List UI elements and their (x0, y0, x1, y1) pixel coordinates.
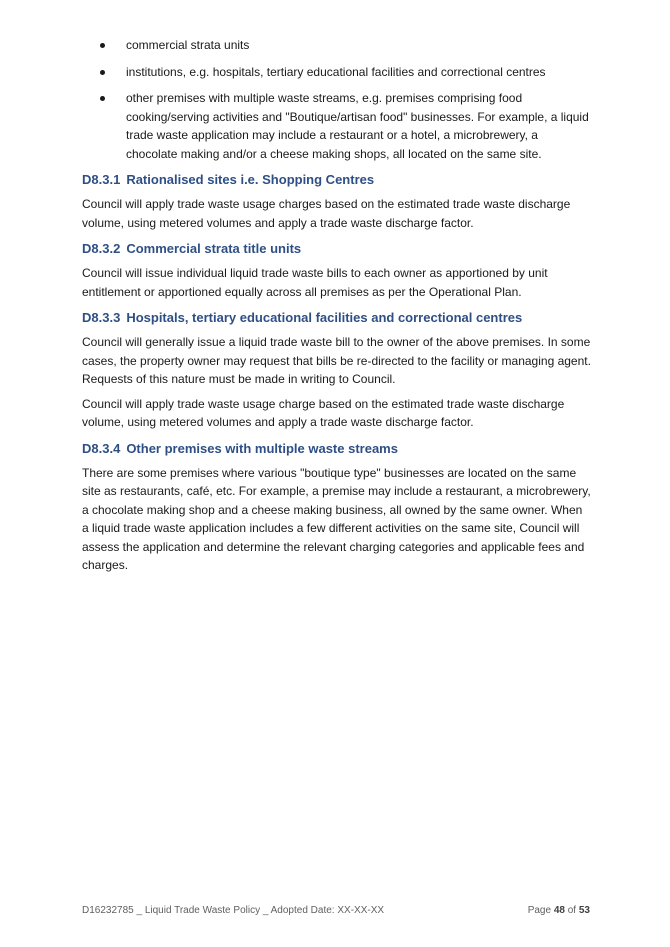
section-number: D8.3.3 (82, 310, 121, 325)
page-label: Page (527, 905, 552, 916)
bullet-icon (100, 43, 105, 48)
section-d8-3-3 (82, 309, 592, 432)
section-d8-3-4 (82, 440, 592, 575)
footer-document-reference: D16232785 _ Liquid Trade Waste Policy _ Adopted Date: XX-XX-XX (82, 905, 385, 916)
section-d8-3-2 (82, 240, 592, 301)
page-of: of (567, 905, 577, 916)
section-heading (82, 240, 592, 258)
list-item-text: institutions, e.g. hospitals, tertiary educational facilities and correctional centres (126, 64, 546, 79)
section-number: D8.3.2 (82, 241, 121, 256)
section-paragraph: Council will apply trade waste usage charges based on the estimated trade waste discharge volume, using metered volumes and apply a trade waste discharge factor. (82, 197, 571, 230)
list-item (82, 63, 592, 82)
page-content (82, 36, 592, 581)
section-number: D8.3.4 (82, 440, 121, 456)
section-heading (82, 440, 592, 458)
list-item (82, 89, 592, 163)
section-title: Commercial strata title units (126, 241, 302, 256)
section-paragraph: Council will generally issue a liquid trade waste bill to the owner of the above premises. In some cases, the property owner may request that bills be re-directed to the facility or managing agent. Requests of this nature must be made in writing to Council. (82, 335, 591, 386)
page-footer (82, 905, 590, 916)
page-number (528, 905, 590, 916)
list-item (82, 36, 592, 55)
section-number: D8.3.1 (82, 172, 121, 187)
bullet-list (82, 36, 592, 163)
section-heading (82, 309, 592, 327)
section-title: Rationalised sites i.e. Shopping Centres (126, 172, 375, 187)
section-title: Other premises with multiple waste streams (126, 440, 398, 456)
list-item-text: other premises with multiple waste streams, e.g. premises comprising food cooking/serving activities and "Boutique/artisan food" businesses. For example, a liquid trade waste application may include a restaurant or a hotel, a microbrewery, a chocolate making and/or a cheese making shops, all located on the same site. (126, 91, 589, 161)
section-paragraph: Council will issue individual liquid trade waste bills to each owner as apportioned by unit entitlement or apportioned equally across all premises as per the Operational Plan. (82, 266, 548, 299)
section-heading (82, 171, 592, 189)
section-d8-3-1 (82, 171, 592, 232)
section-paragraph: There are some premises where various "boutique type" businesses are located on the same site as restaurants, café, etc. For example, a premise may include a restaurant, a microbrewery, a chocolate making shop and a cheese making business, all owned by the same owner. When a liquid trade waste application includes a few different activities on the same site, Council will assess the application and determine the relevant charging categories and applicable fees and charges. (82, 465, 591, 572)
section-title: Hospitals, tertiary educational facilities and correctional centres (126, 310, 523, 325)
page-current: 48 (553, 905, 565, 916)
bullet-icon (100, 96, 105, 101)
page-total: 53 (578, 905, 590, 916)
list-item-text: commercial strata units (126, 38, 250, 52)
section-paragraph: Council will apply trade waste usage charge based on the estimated trade waste discharge volume, using metered volumes and apply a trade waste discharge factor. (82, 396, 565, 429)
bullet-icon (100, 70, 105, 75)
